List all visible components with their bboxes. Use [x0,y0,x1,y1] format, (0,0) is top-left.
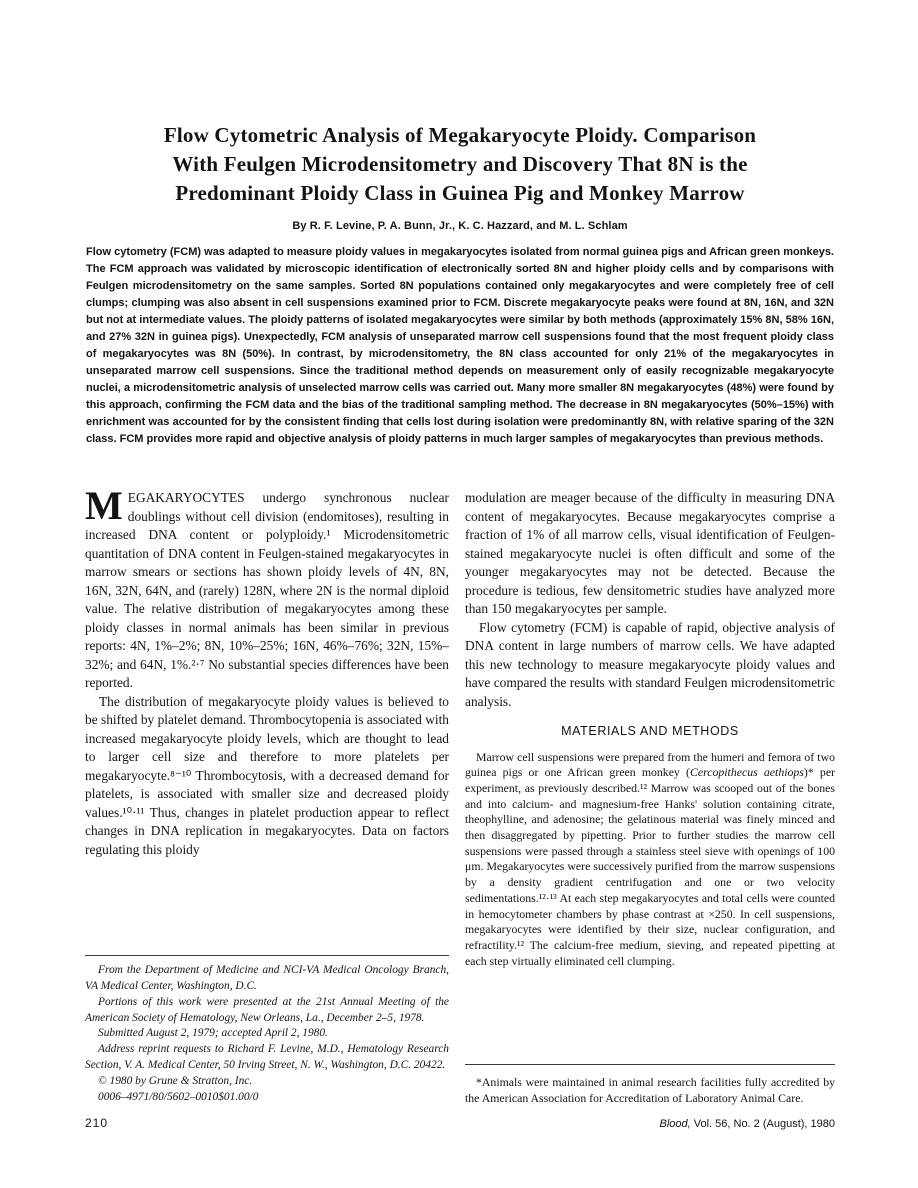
intro-paragraph [85,483,449,693]
issn-code: 0006–4971/80/5602–0010$01.00/0 [98,1091,259,1104]
submission-note: Submitted August 2, 1979; accepted April 2, 1980. [98,1027,328,1040]
methods-heading: MATERIALS AND METHODS [561,724,739,738]
methods-paragraph [465,750,835,970]
affiliation-note: From the Department of Medicine and NCI-VA Medical Oncology Branch, VA Medical Center, Washington, D.C. [85,963,449,992]
presentation-note: Portions of this work were presented at the 21st Annual Meeting of the American Society of Hematology, New Orleans, La., December 2–5, 1978. [85,995,449,1024]
dropcap-letter: M [85,483,123,528]
methods-text-after-species: )* per experiment, as previously described.¹² Marrow was scooped out of the bones and into calcium- and magnesium-free Hanks' solution containing citrate, theophylline, and adenosine; the gelatinous material was finely minced and then disaggregated by pipetting. Prior to further studies the marrow cell suspensions were passed through a stainless steel sieve with openings of 100 μm. Megakaryocytes were successively purified from the marrow suspensions by a density gradient centrifugation and one or two velocity sedimentations.¹²·¹³ At each step megakaryocytes and total cells were counted in hemocytometer chambers by phase contrast at ×250. In cell suspensions, megakaryocytes were identified by their size, nuclear configuration, and refractility.¹² The calcium-free medium, sieving, and repeated pipetting at each step virtually eliminated cell clumping. [465,765,835,968]
animal-care-footnote: *Animals were maintained in animal research facilities fully accredited by the American Association for Accreditation of Laboratory Animal Care. [465,1075,835,1105]
author-notes-block [85,955,449,1106]
article-title-line-2: With Feulgen Microdensitometry and Discovery That 8N is the [172,152,748,176]
article-body [85,483,835,1106]
page-footer [85,1116,835,1130]
article-title-line-3: Predominant Ploidy Class in Guinea Pig and Monkey Marrow [175,181,745,205]
animal-care-footnote-block [465,1064,835,1106]
intro-paragraph-text: EGAKARYOCYTES undergo synchronous nuclear doublings without cell division (endomitoses), resulting in increased DNA content or polyploidy.¹ Microdensitometric quantitation of DNA content in Feulgen-stained megakaryocytes in marrow smears or sections has shown ploidy levels of 4N, 8N, 16N, 32N, 64N, and (rarely) 128N, where 2N is the normal diploid value. The relative distribution of megakaryocytes among these ploidy classes in normal animals has been similar in previous reports: 4N, 1%–2%; 8N, 10%–25%; 16N, 46%–76%; 32N, 15%–32%; and 64N, 1%.²·⁷ No substantial species differences have been reported. [85,490,449,690]
right-column [465,489,835,1106]
left-column [85,483,449,1106]
page-number: 210 [85,1116,109,1130]
ploidy-demand-paragraph: The distribution of megakaryocyte ploidy values is believed to be shifted by platelet demand. Thrombocytopenia is associated with increased megakaryocyte ploidy levels, which are thought to lead to larger cell size and therefore to more platelets per megakaryocyte.⁸⁻¹⁰ Thrombocytosis, with a decreased demand for platelets, is associated with smaller size and decreased ploidy values.¹⁰·¹¹ Thus, changes in platelet production appear to reflect changes in DNA replication in megakaryocytes. Data on factors regulating this ploidy [85,693,449,857]
journal-citation [659,1118,835,1130]
abstract-text: Flow cytometry (FCM) was adapted to measure ploidy values in megakaryocytes isolated from normal guinea pigs and African green monkeys. The FCM approach was validated by microscopic identification of electronically sorted 8N and higher ploidy cells and by comparisons with Feulgen microdensitometry on the same samples. Sorted 8N populations contained only megakaryocytes and were completely free of cell clumps; clumping was also absent in cell suspensions examined prior to FCM. Discrete megakaryocyte peaks were found at 8N, 16N, and 32N but not at intermediate values. The ploidy patterns of isolated megakaryocytes were similar by both methods (approximately 15% 8N, 58% 16N, and 27% 32N in guinea pigs). Unexpectedly, FCM analysis of unseparated marrow cell suspensions found that the most frequent ploidy class of megakaryocytes was 8N (50%). In contrast, by microdensitometry, the 8N class accounted for only 21% of the megakaryocytes in unseparated marrow cell suspensions. Since the traditional method depends on measurement only of easily recognizable megakaryocyte nuclei, a microdensitometric analysis of unselected marrow cells was carried out. Many more smaller 8N megakaryocytes (48%) were found by this approach, confirming the FCM data and the bias of the traditional sampling method. The decrease in 8N megakaryocytes (50%–15%) with enrichment was accounted for by the consistent finding that cells lost during isolation were predominantly 8N, with relative sparing of the 32N class. FCM provides more rapid and objective analysis of ploidy patterns in much larger samples of megakaryocytes than previous methods. [86,246,834,445]
fcm-capability-paragraph: Flow cytometry (FCM) is capable of rapid, objective analysis of DNA content in large numbers of marrow cells. We have adapted this new technology to measure megakaryocyte ploidy values and have compared the results with standard Feulgen microdensitometric analysis. [465,619,835,709]
journal-issue: Vol. 56, No. 2 (August), 1980 [690,1118,835,1130]
title-block [84,121,836,232]
species-name-italic: Cercopithecus aethiops [689,765,804,780]
journal-name-italic: Blood, [659,1118,691,1130]
article-byline: By R. F. Levine, P. A. Bunn, Jr., K. C. Hazzard, and M. L. Schlam [292,220,628,232]
methods-text-before-species: Marrow cell suspensions were prepared from the humeri and femora of two guinea pigs or one African green monkey ( [465,749,835,780]
article-title-line-1: Flow Cytometric Analysis of Megakaryocyte Ploidy. Comparison [163,123,757,147]
reprint-request-note: Address reprint requests to Richard F. Levine, M.D., Hematology Research Section, V. A. Medical Center, 50 Irving Street, N. W., Washington, D.C. 20422. [85,1043,449,1072]
copyright-note: © 1980 by Grune & Stratton, Inc. [98,1075,253,1088]
modulation-paragraph: modulation are meager because of the difficulty in measuring DNA content of megakaryocytes. Because megakaryocytes comprise a fraction of 1% of all marrow cells, visual identification of Feulgen-stained megakaryocyte nuclei is often difficult and some of the younger megakaryocytes may not be detected. Because the procedure is tedious, few densitometric studies have analyzed more than 150 megakaryocytes per sample. [465,490,835,616]
